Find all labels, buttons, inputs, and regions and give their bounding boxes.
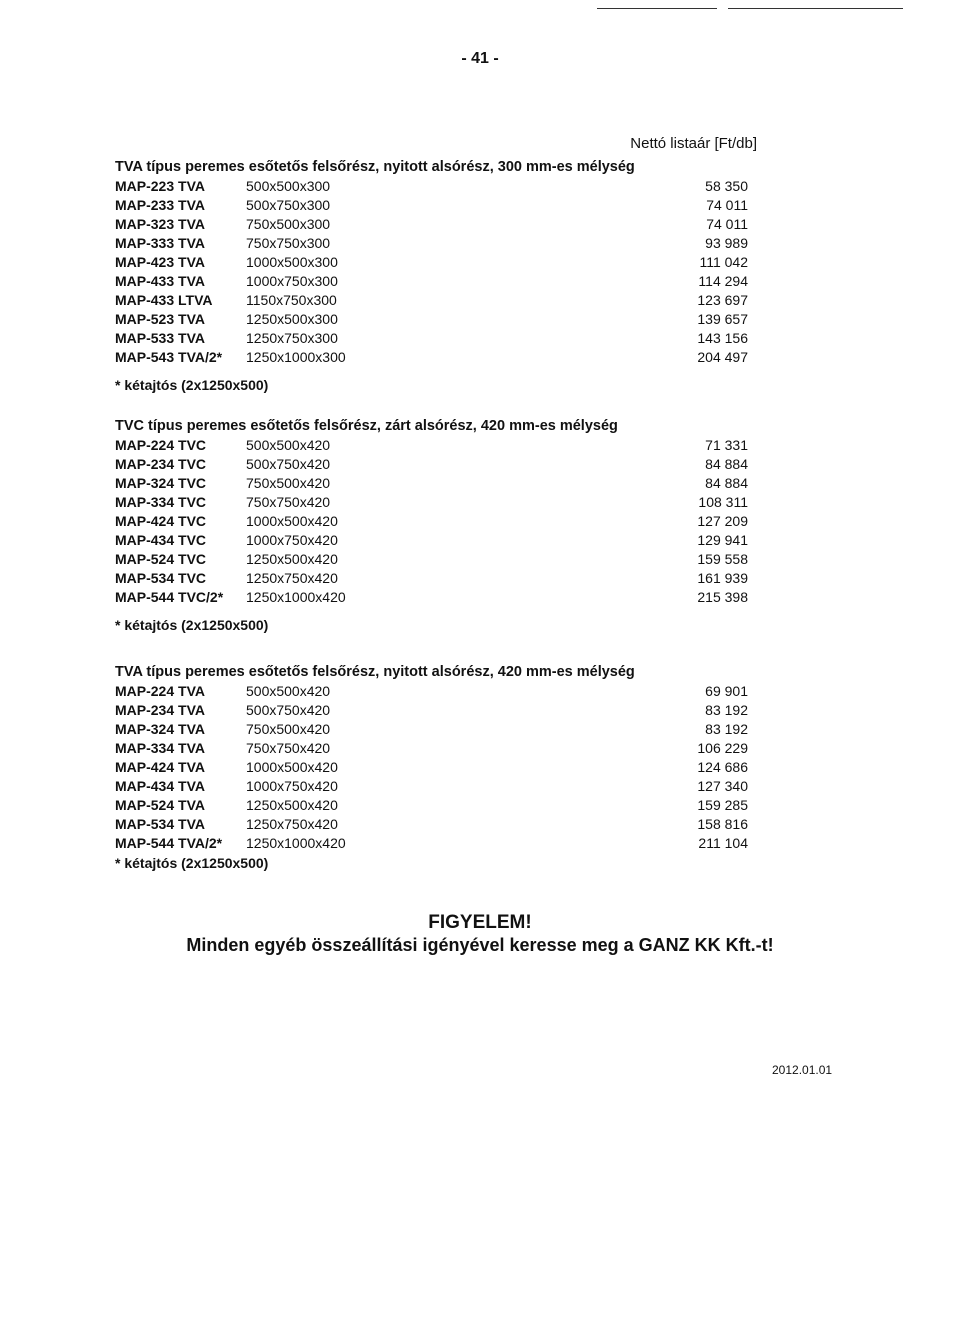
product-dimensions: 1000x750x420 — [246, 778, 338, 794]
product-code: MAP-543 TVA/2* — [115, 349, 223, 365]
product-dimensions: 750x750x420 — [246, 494, 331, 510]
product-dimensions: 1250x1000x300 — [246, 349, 346, 365]
product-dimensions: 750x750x420 — [246, 740, 331, 756]
product-dimensions: 1000x750x420 — [246, 532, 338, 548]
product-price: 139 657 — [697, 311, 748, 327]
product-price: 215 398 — [697, 589, 748, 605]
table-row — [115, 512, 815, 531]
product-dimensions: 500x500x300 — [246, 178, 331, 194]
footnote: * kétajtós (2x1250x500) — [115, 855, 269, 871]
product-price: 127 209 — [697, 513, 748, 529]
price-column-header: Nettó listaár [Ft/db] — [630, 135, 757, 152]
section-title: TVA típus peremes esőtetős felsőrész, nyitott alsórész, 420 mm-es mélység — [115, 664, 635, 680]
product-price: 211 104 — [698, 835, 748, 851]
product-dimensions: 1250x500x420 — [246, 797, 338, 813]
product-dimensions: 1000x750x300 — [246, 273, 338, 289]
product-code: MAP-434 TVC — [115, 532, 207, 548]
table-row — [115, 253, 815, 272]
product-price: 129 941 — [697, 532, 748, 548]
top-rule-left — [597, 8, 717, 9]
product-code: MAP-433 TVA — [115, 273, 205, 289]
table-row — [115, 474, 815, 493]
section-tva-420 — [115, 662, 815, 873]
product-price: 69 901 — [705, 683, 748, 699]
product-dimensions: 1250x500x300 — [246, 311, 338, 327]
product-dimensions: 1000x500x420 — [246, 759, 338, 775]
product-code: MAP-324 TVC — [115, 475, 207, 491]
table-row — [115, 436, 815, 455]
product-price: 83 192 — [705, 702, 748, 718]
product-price: 127 340 — [697, 778, 748, 794]
product-dimensions: 750x750x300 — [246, 235, 331, 251]
product-code: MAP-334 TVC — [115, 494, 207, 510]
table-row — [115, 796, 815, 815]
product-code: MAP-423 TVA — [115, 254, 205, 270]
table-row — [115, 834, 815, 853]
document-date: 2012.01.01 — [772, 1063, 833, 1077]
product-code: MAP-534 TVC — [115, 570, 207, 586]
section-title: TVA típus peremes esőtetős felsőrész, nyitott alsórész, 300 mm-es mélység — [115, 159, 635, 175]
product-code: MAP-333 TVA — [115, 235, 205, 251]
product-dimensions: 500x500x420 — [246, 437, 331, 453]
table-row — [115, 177, 815, 196]
footnote: * kétajtós (2x1250x500) — [115, 617, 269, 633]
product-dimensions: 500x750x300 — [246, 197, 331, 213]
footnote: * kétajtós (2x1250x500) — [115, 377, 269, 393]
table-row — [115, 310, 815, 329]
product-dimensions: 750x500x420 — [246, 475, 331, 491]
product-code: MAP-433 LTVA — [115, 292, 213, 308]
table-row — [115, 550, 815, 569]
product-dimensions: 500x500x420 — [246, 683, 331, 699]
product-dimensions: 500x750x420 — [246, 456, 331, 472]
product-price: 124 686 — [697, 759, 748, 775]
product-price: 143 156 — [697, 330, 748, 346]
product-dimensions: 750x500x300 — [246, 216, 331, 232]
table-row — [115, 739, 815, 758]
product-code: MAP-234 TVC — [115, 456, 207, 472]
product-price: 108 311 — [698, 494, 748, 510]
product-code: MAP-324 TVA — [115, 721, 205, 737]
product-price: 74 011 — [706, 197, 748, 213]
product-dimensions: 750x500x420 — [246, 721, 331, 737]
product-code: MAP-434 TVA — [115, 778, 205, 794]
product-code: MAP-534 TVA — [115, 816, 205, 832]
product-code: MAP-334 TVA — [115, 740, 205, 756]
product-code: MAP-544 TVC/2* — [115, 589, 224, 605]
product-price: 161 939 — [697, 570, 748, 586]
product-dimensions: 1000x500x420 — [246, 513, 338, 529]
product-code: MAP-233 TVA — [115, 197, 205, 213]
section-tva-300 — [115, 157, 815, 395]
notice-text: Minden egyéb összeállítási igényével keresse meg a GANZ KK Kft.-t! — [186, 935, 774, 955]
product-dimensions: 1250x750x420 — [246, 570, 338, 586]
product-price: 71 331 — [705, 437, 748, 453]
product-code: MAP-424 TVA — [115, 759, 205, 775]
product-code: MAP-533 TVA — [115, 330, 205, 346]
page-number: - 41 - — [461, 50, 499, 67]
notice-title: FIGYELEM! — [428, 912, 532, 933]
product-price: 58 350 — [705, 178, 748, 194]
product-dimensions: 1250x1000x420 — [246, 835, 346, 851]
table-row — [115, 682, 815, 701]
table-row — [115, 569, 815, 588]
product-code: MAP-224 TVC — [115, 437, 207, 453]
product-price: 106 229 — [697, 740, 748, 756]
product-code: MAP-323 TVA — [115, 216, 205, 232]
product-code: MAP-544 TVA/2* — [115, 835, 223, 851]
product-dimensions: 1250x750x300 — [246, 330, 338, 346]
product-price: 159 285 — [697, 797, 748, 813]
table-row — [115, 758, 815, 777]
product-price: 84 884 — [705, 456, 748, 472]
product-dimensions: 1250x1000x420 — [246, 589, 346, 605]
product-code: MAP-424 TVC — [115, 513, 207, 529]
table-row — [115, 701, 815, 720]
product-code: MAP-234 TVA — [115, 702, 205, 718]
product-price: 74 011 — [706, 216, 748, 232]
table-row — [115, 777, 815, 796]
product-price: 84 884 — [705, 475, 748, 491]
product-code: MAP-223 TVA — [115, 178, 205, 194]
table-row — [115, 531, 815, 550]
product-price: 114 294 — [698, 273, 748, 289]
table-row — [115, 272, 815, 291]
product-price: 204 497 — [697, 349, 748, 365]
product-code: MAP-224 TVA — [115, 683, 205, 699]
product-price: 158 816 — [697, 816, 748, 832]
product-price: 123 697 — [697, 292, 748, 308]
product-price: 159 558 — [697, 551, 748, 567]
product-dimensions: 1250x750x420 — [246, 816, 338, 832]
table-row — [115, 455, 815, 474]
product-dimensions: 1000x500x300 — [246, 254, 338, 270]
table-row — [115, 196, 815, 215]
product-dimensions: 1150x750x300 — [246, 292, 337, 308]
table-row — [115, 348, 815, 367]
table-row — [115, 291, 815, 310]
table-row — [115, 234, 815, 253]
product-dimensions: 500x750x420 — [246, 702, 331, 718]
table-row — [115, 815, 815, 834]
table-row — [115, 493, 815, 512]
table-row — [115, 720, 815, 739]
section-title: TVC típus peremes esőtetős felsőrész, zárt alsórész, 420 mm-es mélység — [115, 418, 618, 434]
product-code: MAP-524 TVA — [115, 797, 205, 813]
product-code: MAP-524 TVC — [115, 551, 207, 567]
product-code: MAP-523 TVA — [115, 311, 205, 327]
product-price: 111 042 — [699, 254, 748, 270]
product-price: 83 192 — [705, 721, 748, 737]
top-rule-right — [728, 8, 903, 9]
section-tvc-420 — [115, 416, 815, 635]
product-price: 93 989 — [705, 235, 748, 251]
table-row — [115, 215, 815, 234]
table-row — [115, 329, 815, 348]
product-dimensions: 1250x500x420 — [246, 551, 338, 567]
table-row — [115, 588, 815, 607]
